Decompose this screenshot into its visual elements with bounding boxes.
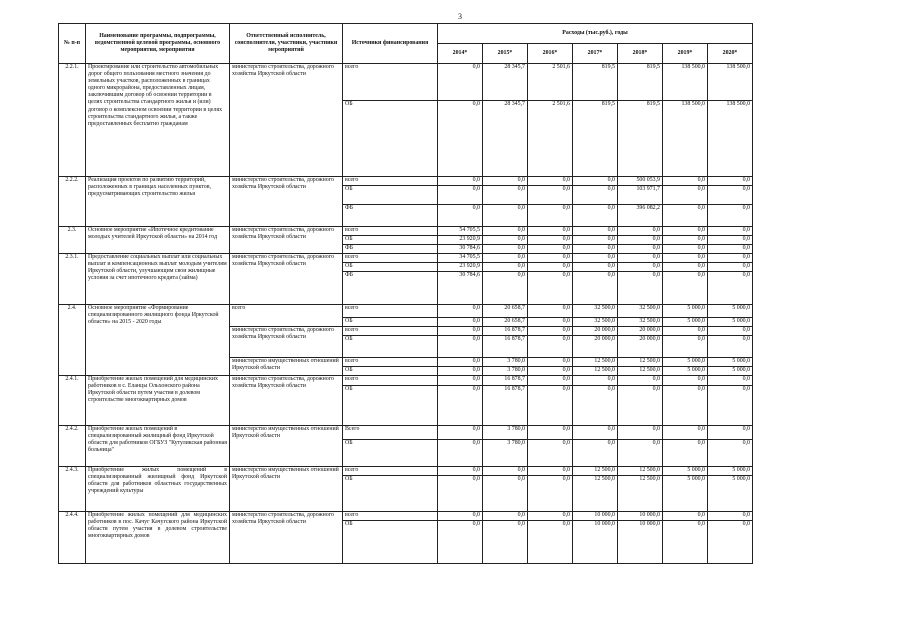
- expense-value: 0,0: [708, 236, 753, 245]
- expense-value: 138 500,0: [708, 101, 753, 177]
- expense-value: 0,0: [438, 376, 483, 386]
- responsible-executor: министерство строительства, дорожного хозяйства Иркутской области: [230, 177, 343, 227]
- expense-value: 819,5: [573, 101, 618, 177]
- expense-value: 0,0: [708, 245, 753, 254]
- expense-value: 54 705,5: [438, 227, 483, 236]
- expense-value: 0,0: [438, 358, 483, 367]
- responsible-executor: министерство строительства, дорожного хозяйства Иркутской области: [230, 227, 343, 254]
- expense-value: 0,0: [618, 263, 663, 272]
- funding-source: всего: [343, 305, 438, 318]
- expense-value: 0,0: [438, 386, 483, 426]
- funding-source: всего: [343, 358, 438, 367]
- expense-value: 5 000,0: [663, 358, 708, 367]
- expense-value: 2 501,6: [528, 101, 573, 177]
- expense-value: 30 784,6: [438, 245, 483, 254]
- expense-value: 5 000,0: [708, 318, 753, 327]
- expense-value: 0,0: [528, 512, 573, 521]
- expense-value: 12 500,0: [573, 358, 618, 367]
- expense-value: 0,0: [438, 101, 483, 177]
- row-number: 2.4.4.: [59, 512, 86, 564]
- expense-value: 0,0: [438, 318, 483, 327]
- header-year: 2015*: [483, 44, 528, 64]
- expense-value: 0,0: [528, 336, 573, 358]
- funding-source: ОБ: [343, 521, 438, 564]
- expense-value: 2 501,6: [528, 64, 573, 101]
- expense-value: 0,0: [618, 236, 663, 245]
- expense-value: 0,0: [618, 426, 663, 440]
- expense-value: 0,0: [573, 245, 618, 254]
- expense-value: 0,0: [708, 177, 753, 186]
- expense-value: 0,0: [528, 227, 573, 236]
- expense-value: 10 000,0: [573, 512, 618, 521]
- responsible-executor: министерство строительства, дорожного хозяйства Иркутской области: [230, 376, 343, 426]
- expense-value: 0,0: [573, 440, 618, 467]
- expense-value: 32 500,0: [573, 305, 618, 318]
- expense-value: 12 500,0: [618, 476, 663, 512]
- row-number: 2.2.1.: [59, 64, 86, 177]
- expense-value: 0,0: [438, 186, 483, 205]
- expense-value: 5 000,0: [663, 367, 708, 376]
- expense-value: 0,0: [573, 227, 618, 236]
- expense-value: 0,0: [708, 336, 753, 358]
- expense-value: 12 500,0: [573, 367, 618, 376]
- expense-value: 0,0: [483, 186, 528, 205]
- expense-value: 0,0: [663, 336, 708, 358]
- expense-value: 0,0: [483, 254, 528, 263]
- expense-value: 3 780,0: [483, 440, 528, 467]
- expense-value: 0,0: [438, 512, 483, 521]
- expense-value: 500 053,9: [618, 177, 663, 186]
- funding-source: ОБ: [343, 186, 438, 205]
- expense-value: 5 000,0: [663, 476, 708, 512]
- expense-value: 0,0: [528, 440, 573, 467]
- funding-source: всего: [343, 512, 438, 521]
- expense-value: 0,0: [438, 205, 483, 227]
- expense-value: 138 500,0: [708, 64, 753, 101]
- measure-name: Приобретение жилых помещений для медицинских работников в пос. Качуг Качугского района Иркутской области путем участия в долевом строительстве многоквартирных домов: [86, 512, 230, 564]
- expense-value: 0,0: [483, 236, 528, 245]
- expense-value: 16 878,7: [483, 386, 528, 426]
- expense-value: 5 000,0: [708, 305, 753, 318]
- expense-value: 0,0: [528, 358, 573, 367]
- expense-value: 0,0: [663, 512, 708, 521]
- measure-name: Реализация проектов по развитию территорий, расположенных в границах населенных пунктов, предусматривающих строительство жилья: [86, 177, 230, 227]
- expense-value: 0,0: [483, 227, 528, 236]
- expense-value: 0,0: [483, 205, 528, 227]
- expense-value: 20 658,7: [483, 318, 528, 327]
- expense-value: 5 000,0: [708, 367, 753, 376]
- funding-source: всего: [343, 467, 438, 476]
- expense-value: 12 500,0: [618, 358, 663, 367]
- measure-name: Основное мероприятие «Формирование специализированного жилищного фонда Иркутской области» на 2015 - 2020 годы: [86, 305, 230, 376]
- expense-value: 3 780,0: [483, 367, 528, 376]
- expense-value: 0,0: [663, 426, 708, 440]
- expense-value: 10 000,0: [618, 512, 663, 521]
- expense-value: 0,0: [528, 327, 573, 336]
- expense-value: 0,0: [438, 327, 483, 336]
- measure-name: Основное мероприятие «Ипотечное кредитование молодых учителей Иркутской области» на 2014 год: [86, 227, 230, 254]
- expense-value: 5 000,0: [663, 305, 708, 318]
- expense-value: 0,0: [573, 205, 618, 227]
- expense-value: 0,0: [528, 521, 573, 564]
- expense-value: 12 500,0: [573, 467, 618, 476]
- funding-source: ОБ: [343, 101, 438, 177]
- expense-value: 0,0: [708, 227, 753, 236]
- responsible-executor: министерство имущественных отношений Иркутской области: [230, 426, 343, 467]
- expense-value: 0,0: [573, 263, 618, 272]
- measure-name: Приобретение жилых помещений для медицинских работников в с. Еланцы Ольхонского района Иркутской области путем участия в долевом строительстве многоквартирных домов: [86, 376, 230, 426]
- header-year: 2014*: [438, 44, 483, 64]
- header-year: 2017*: [573, 44, 618, 64]
- expense-value: 0,0: [708, 386, 753, 426]
- expense-value: 0,0: [708, 205, 753, 227]
- expense-value: 32 500,0: [618, 318, 663, 327]
- expense-value: 0,0: [663, 205, 708, 227]
- expense-value: 0,0: [528, 177, 573, 186]
- funding-source: ФБ: [343, 272, 438, 305]
- expense-value: 0,0: [663, 521, 708, 564]
- row-number: 2.4.1.: [59, 376, 86, 426]
- expense-value: 0,0: [708, 186, 753, 205]
- expense-value: 0,0: [483, 272, 528, 305]
- funding-source: ОБ: [343, 367, 438, 376]
- expense-value: 0,0: [708, 254, 753, 263]
- responsible-executor: министерство строительства, дорожного хозяйства Иркутской области: [230, 327, 343, 358]
- expense-value: 20 000,0: [573, 327, 618, 336]
- expense-value: 138 500,0: [663, 101, 708, 177]
- expense-value: 819,5: [618, 64, 663, 101]
- expense-value: 0,0: [573, 186, 618, 205]
- expense-value: 16 878,7: [483, 376, 528, 386]
- expense-value: 0,0: [528, 245, 573, 254]
- expense-value: 0,0: [663, 327, 708, 336]
- expense-value: 5 000,0: [708, 358, 753, 367]
- header-year: 2018*: [618, 44, 663, 64]
- funding-source: всего: [343, 227, 438, 236]
- expense-value: 0,0: [708, 512, 753, 521]
- measure-name: Приобретение жилых помещений в специализированный жилищный фонд Иркутской области для работников областных государственных учреждений культуры: [86, 467, 230, 512]
- expense-value: 0,0: [573, 272, 618, 305]
- expense-value: 0,0: [438, 336, 483, 358]
- expense-value: 23 920,9: [438, 263, 483, 272]
- expenses-table: [58, 23, 753, 564]
- expense-value: 0,0: [528, 318, 573, 327]
- expense-value: 0,0: [528, 305, 573, 318]
- expense-value: 0,0: [528, 205, 573, 227]
- expense-value: 0,0: [438, 64, 483, 101]
- expense-value: 0,0: [528, 426, 573, 440]
- expense-value: 0,0: [438, 476, 483, 512]
- header-expenses: Расходы (тыс.руб.), годы: [438, 24, 753, 44]
- expense-value: 0,0: [663, 386, 708, 426]
- table-row: [59, 254, 753, 263]
- expense-value: 103 971,7: [618, 186, 663, 205]
- responsible-executor: министерство строительства, дорожного хозяйства Иркутской области: [230, 64, 343, 177]
- expense-value: 0,0: [708, 426, 753, 440]
- row-number: 2.4.3.: [59, 467, 86, 512]
- row-number: 2.2.2.: [59, 177, 86, 227]
- table-row: [59, 305, 753, 318]
- funding-source: всего: [343, 327, 438, 336]
- expense-value: 0,0: [663, 376, 708, 386]
- header-num: № п-п: [59, 24, 86, 64]
- responsible-executor: министерство строительства, дорожного хозяйства Иркутской области: [230, 254, 343, 305]
- expense-value: 23 920,9: [438, 236, 483, 245]
- table-row: [59, 376, 753, 386]
- expense-value: 0,0: [438, 367, 483, 376]
- header-name: Наименование программы, подпрограммы, ведомственной целевой программы, основного мероприятия, мероприятия: [86, 24, 230, 64]
- expense-value: 28 345,7: [483, 101, 528, 177]
- expense-value: 0,0: [528, 367, 573, 376]
- expense-value: 138 500,0: [663, 64, 708, 101]
- expense-value: 0,0: [573, 386, 618, 426]
- expense-value: 34 705,5: [438, 254, 483, 263]
- expense-value: 0,0: [663, 254, 708, 263]
- header-year: 2016*: [528, 44, 573, 64]
- expense-value: 819,5: [618, 101, 663, 177]
- expense-value: 12 500,0: [573, 476, 618, 512]
- header-year: 2020*: [708, 44, 753, 64]
- expense-value: 0,0: [708, 376, 753, 386]
- expense-value: 10 000,0: [618, 521, 663, 564]
- funding-source: ОБ: [343, 318, 438, 327]
- row-number: 2.3.: [59, 227, 86, 254]
- page-number: 3: [458, 12, 462, 21]
- expense-value: 5 000,0: [708, 467, 753, 476]
- responsible-executor: министерство имущественных отношений Иркутской области: [230, 358, 343, 376]
- expense-value: 3 780,0: [483, 358, 528, 367]
- expense-value: 0,0: [618, 272, 663, 305]
- funding-source: ОБ: [343, 263, 438, 272]
- expense-value: 0,0: [708, 521, 753, 564]
- measure-name: Проектирование или строительство автомобильных дорог общего пользования местного значения до земельных участков, расположенных в границах одного микрорайона, предоставленных лицам, заключившим договор об освоении территории в целях строительства стандартного жилья и (или) договор о комплексном освоении территории в целях строительства стандартного жилья, а также предоставленных бесплатно гражданам: [86, 64, 230, 177]
- expense-value: 16 878,7: [483, 327, 528, 336]
- funding-source: Всего: [343, 426, 438, 440]
- funding-source: всего: [343, 64, 438, 101]
- expense-value: 0,0: [483, 467, 528, 476]
- expense-value: 0,0: [438, 440, 483, 467]
- funding-source: всего: [343, 177, 438, 186]
- measure-name: Приобретение жилых помещений в специализированный жилищный фонд Иркутской области для работников ОГБУЗ "Кутуликская районная больница": [86, 426, 230, 467]
- expense-value: 0,0: [528, 476, 573, 512]
- table-row: [59, 512, 753, 521]
- expense-value: 0,0: [573, 426, 618, 440]
- expense-value: 819,5: [573, 64, 618, 101]
- expense-value: 0,0: [663, 227, 708, 236]
- table-row: [59, 227, 753, 236]
- row-number: 2.4.: [59, 305, 86, 376]
- expense-value: 0,0: [663, 440, 708, 467]
- expense-value: 16 878,7: [483, 336, 528, 358]
- expense-value: 0,0: [618, 440, 663, 467]
- expense-value: 0,0: [573, 254, 618, 263]
- expense-value: 0,0: [708, 263, 753, 272]
- expense-value: 5 000,0: [663, 467, 708, 476]
- expense-value: 12 500,0: [618, 367, 663, 376]
- expense-value: 5 000,0: [708, 476, 753, 512]
- expense-value: 12 500,0: [618, 467, 663, 476]
- expense-value: 30 784,6: [438, 272, 483, 305]
- expense-value: 0,0: [483, 177, 528, 186]
- expense-value: 0,0: [438, 177, 483, 186]
- expense-value: 396 082,2: [618, 205, 663, 227]
- expense-value: 0,0: [528, 186, 573, 205]
- expense-value: 0,0: [528, 376, 573, 386]
- expense-value: 0,0: [618, 227, 663, 236]
- funding-source: ФБ: [343, 245, 438, 254]
- table-row: [59, 177, 753, 186]
- expense-value: 32 500,0: [618, 305, 663, 318]
- header-source: Источники финансирования: [343, 24, 438, 64]
- expense-value: 0,0: [438, 521, 483, 564]
- funding-source: ОБ: [343, 386, 438, 426]
- expense-value: 0,0: [663, 263, 708, 272]
- expense-value: 28 345,7: [483, 64, 528, 101]
- expense-value: 0,0: [438, 305, 483, 318]
- expense-value: 0,0: [483, 476, 528, 512]
- table-row: [59, 426, 753, 440]
- expense-value: 20 000,0: [573, 336, 618, 358]
- expense-value: 0,0: [663, 186, 708, 205]
- header-year: 2019*: [663, 44, 708, 64]
- expense-value: 0,0: [528, 263, 573, 272]
- expense-value: 20 000,0: [618, 336, 663, 358]
- expense-value: 0,0: [528, 467, 573, 476]
- responsible-executor: всего: [230, 305, 343, 327]
- expense-value: 0,0: [573, 236, 618, 245]
- measure-name: Предоставление социальных выплат или социальных выплат и компенсационных выплат молодым учителям Иркутской области, улучшающим свои жилищные условия за счет ипотечного кредита (займа): [86, 254, 230, 305]
- expense-value: 0,0: [483, 512, 528, 521]
- expense-value: 0,0: [708, 327, 753, 336]
- expense-value: 0,0: [663, 272, 708, 305]
- expense-value: 0,0: [483, 245, 528, 254]
- funding-source: ОБ: [343, 236, 438, 245]
- expense-value: 3 780,0: [483, 426, 528, 440]
- expense-value: 5 000,0: [663, 318, 708, 327]
- expense-value: 20 000,0: [618, 327, 663, 336]
- expense-value: 0,0: [438, 467, 483, 476]
- expense-value: 0,0: [618, 254, 663, 263]
- expense-value: 10 000,0: [573, 521, 618, 564]
- funding-source: ОБ: [343, 336, 438, 358]
- expense-value: 0,0: [663, 177, 708, 186]
- row-number: 2.4.2.: [59, 426, 86, 467]
- funding-source: ОБ: [343, 476, 438, 512]
- funding-source: всего: [343, 376, 438, 386]
- expense-value: 0,0: [618, 245, 663, 254]
- funding-source: ОБ: [343, 440, 438, 467]
- expense-value: 0,0: [483, 521, 528, 564]
- expense-value: 0,0: [483, 263, 528, 272]
- expense-value: 0,0: [618, 386, 663, 426]
- expense-value: 0,0: [528, 254, 573, 263]
- funding-source: ФБ: [343, 205, 438, 227]
- responsible-executor: министерство строительства, дорожного хозяйства Иркутской области: [230, 512, 343, 564]
- expense-value: 0,0: [573, 177, 618, 186]
- row-number: 2.3.1.: [59, 254, 86, 305]
- funding-source: всего: [343, 254, 438, 263]
- table-row: [59, 467, 753, 476]
- header-responsible: Ответственный исполнитель, соисполнители, участники, участники мероприятий: [230, 24, 343, 64]
- expense-value: 0,0: [528, 272, 573, 305]
- expense-value: 0,0: [708, 440, 753, 467]
- expense-value: 0,0: [663, 236, 708, 245]
- expense-value: 0,0: [708, 272, 753, 305]
- expense-value: 0,0: [528, 386, 573, 426]
- responsible-executor: министерство имущественных отношений Иркутской области: [230, 467, 343, 512]
- expense-value: 20 658,7: [483, 305, 528, 318]
- expense-value: 0,0: [663, 245, 708, 254]
- table-row: [59, 64, 753, 101]
- expense-value: 32 500,0: [573, 318, 618, 327]
- expense-value: 0,0: [618, 376, 663, 386]
- expense-value: 0,0: [438, 426, 483, 440]
- expense-value: 0,0: [528, 236, 573, 245]
- expense-value: 0,0: [573, 376, 618, 386]
